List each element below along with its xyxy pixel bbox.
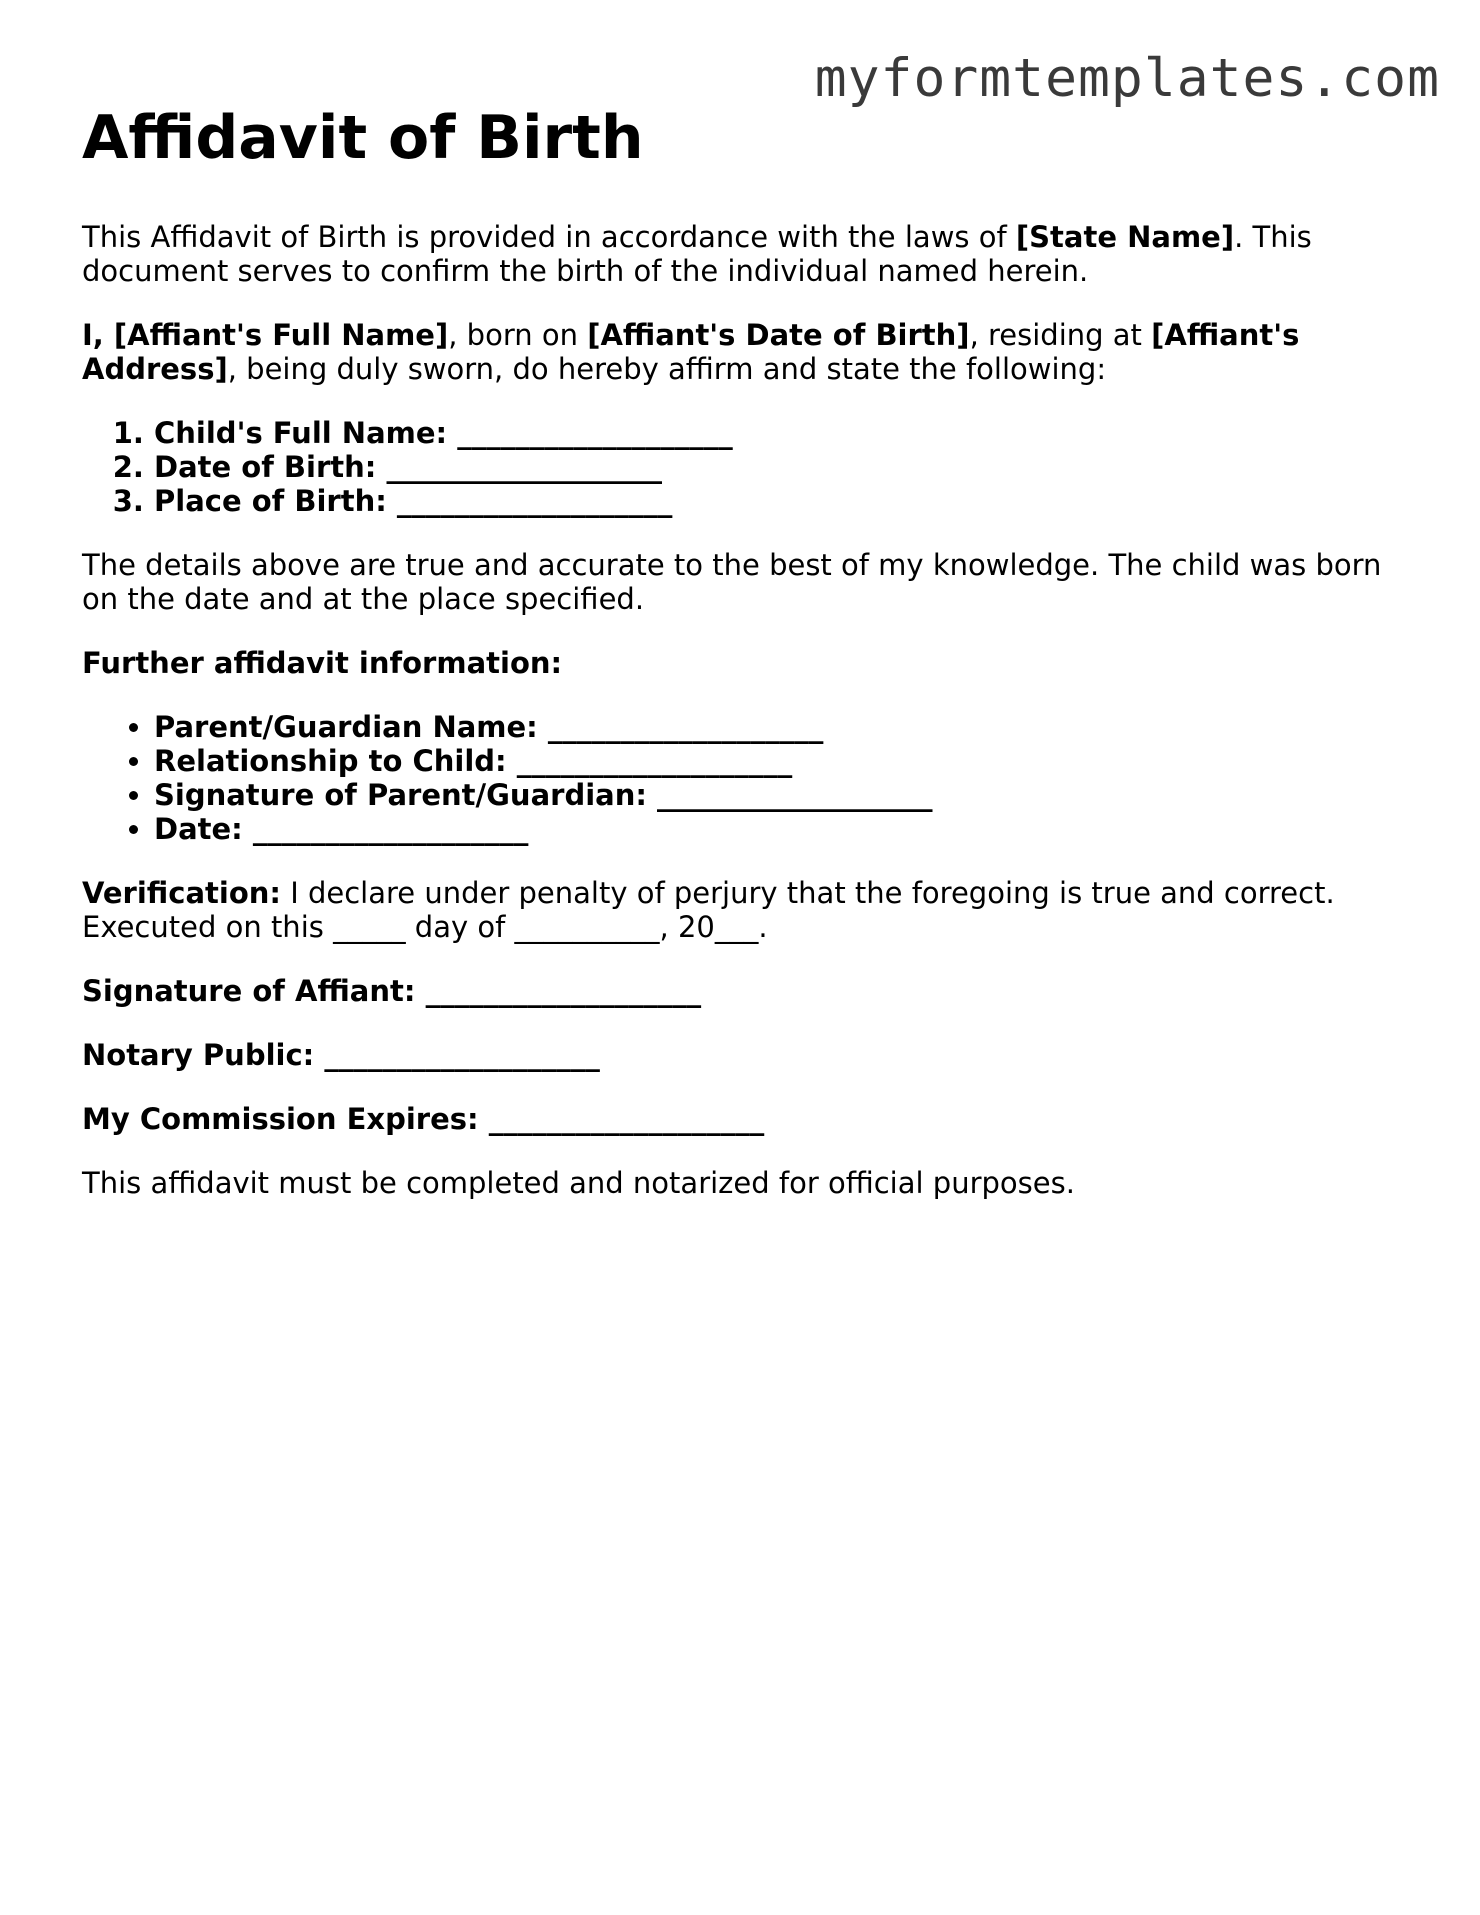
verification-text[interactable]: I declare under penalty of perjury that the foregoing is true and correct. Executed on this _____ day of __________, 20___.	[82, 876, 1335, 944]
notary-public-label: Notary Public: ___________________	[82, 1038, 600, 1072]
born-on-text: , born on	[448, 318, 588, 352]
notary-public-field[interactable]	[82, 1038, 1402, 1072]
residing-at-text: , residing at	[969, 318, 1152, 352]
child-full-name-field[interactable]: 1. Child's Full Name: ___________________	[154, 416, 1402, 450]
parent-guardian-name-field[interactable]: • Parent/Guardian Name: ___________________	[154, 710, 1402, 744]
relationship-to-child-field[interactable]: • Relationship to Child: ___________________	[154, 744, 1402, 778]
child-fields-list	[82, 416, 1402, 518]
date-field[interactable]: • Date: ___________________	[154, 812, 1402, 846]
document-page	[82, 100, 1402, 1230]
verification-paragraph	[82, 876, 1402, 944]
further-info-heading: Further affidavit information:	[82, 646, 563, 680]
affirmation-paragraph	[82, 318, 1402, 386]
state-name-placeholder: [State Name]	[1015, 220, 1235, 254]
affiant-signature-field[interactable]	[82, 974, 1402, 1008]
commission-expires-label: My Commission Expires: ___________________	[82, 1102, 765, 1136]
statement-paragraph: The details above are true and accurate to the best of my knowledge. The child was born on the date and at the place specified.	[82, 548, 1382, 616]
intro-text-after: . This document serves to confirm the birth of the individual named herein.	[82, 220, 1312, 288]
child-date-of-birth-field[interactable]: 2. Date of Birth: ___________________	[154, 450, 1402, 484]
intro-paragraph	[82, 220, 1402, 288]
parent-guardian-signature-field[interactable]: • Signature of Parent/Guardian: ___________________	[154, 778, 1402, 812]
affiant-dob-placeholder: [Affiant's Date of Birth]	[587, 318, 970, 352]
affiant-address-placeholder: [Affiant's Address]	[82, 318, 1300, 386]
affiant-name-placeholder: I, [Affiant's Full Name]	[82, 318, 449, 352]
commission-expires-field[interactable]	[82, 1102, 1402, 1136]
closing-paragraph: This affidavit must be completed and notarized for official purposes.	[82, 1166, 1075, 1200]
intro-text-before: This Affidavit of Birth is provided in accordance with the laws of	[82, 220, 1016, 254]
verification-label: Verification:	[82, 876, 281, 910]
further-fields-list	[82, 710, 1402, 846]
document-title: Affidavit of Birth	[82, 103, 644, 173]
watermark-text: myformtemplates.com	[814, 48, 1440, 109]
affiant-signature-label: Signature of Affiant: ___________________	[82, 974, 702, 1008]
affirmation-suffix: , being duly sworn, do hereby affirm and state the following:	[227, 352, 1107, 386]
child-place-of-birth-field[interactable]: 3. Place of Birth: ___________________	[154, 484, 1402, 518]
